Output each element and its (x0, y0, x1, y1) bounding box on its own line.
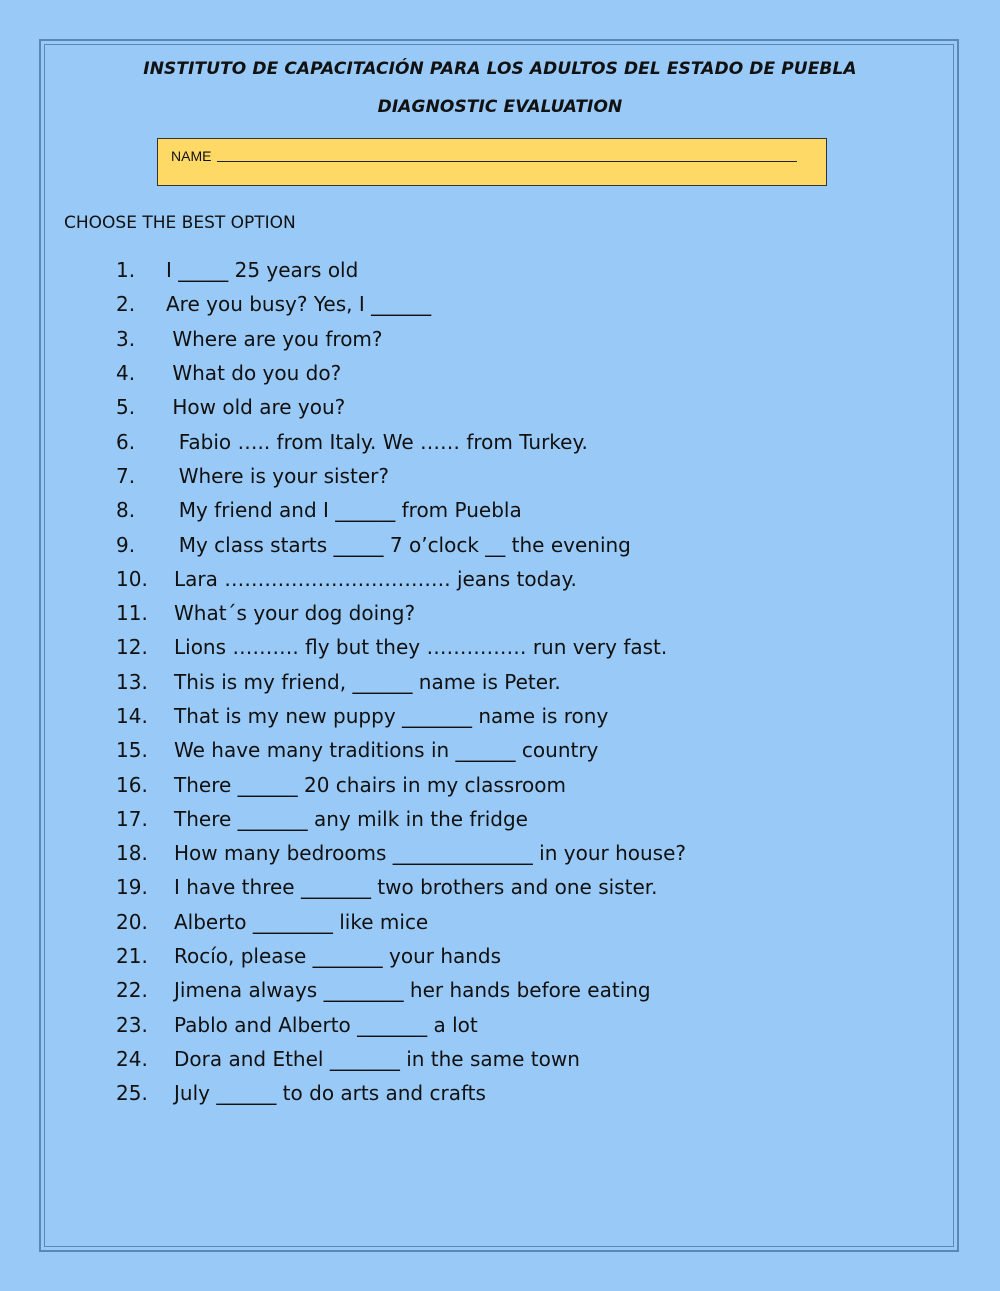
question-number: 17. (116, 806, 148, 831)
question-number: 20. (116, 909, 148, 934)
question-text: Fabio ….. from Italy. We …… from Turkey. (166, 429, 588, 454)
question-item (116, 493, 916, 527)
institute-title: INSTITUTO DE CAPACITACIÓN PARA LOS ADULTOS DEL ESTADO DE PUEBLA (143, 59, 857, 79)
question-item (116, 527, 916, 561)
question-number: 7. (116, 463, 136, 488)
question-item (116, 836, 916, 870)
question-number: 13. (116, 669, 148, 694)
question-number: 15. (116, 738, 148, 763)
question-number: 1. (116, 258, 136, 283)
question-text: Lions ………. fly but they …………… run very fast. (174, 635, 668, 660)
question-text: July ______ to do arts and crafts (174, 1081, 486, 1106)
question-number: 8. (116, 498, 136, 523)
question-item (116, 802, 916, 836)
question-number: 11. (116, 601, 148, 626)
question-item (116, 459, 916, 493)
question-number: 2. (116, 292, 136, 317)
question-number: 16. (116, 772, 148, 797)
question-item (116, 356, 916, 390)
question-text: How old are you? (166, 395, 346, 420)
question-text: Rocío, please _______ your hands (174, 944, 502, 969)
question-item (116, 424, 916, 458)
question-text: This is my friend, ______ name is Peter. (174, 669, 561, 694)
question-item (116, 1076, 916, 1110)
question-text: Alberto ________ like mice (174, 909, 429, 934)
question-text: Where is your sister? (166, 463, 389, 488)
instructions-heading: CHOOSE THE BEST OPTION (64, 213, 296, 233)
question-text: I _____ 25 years old (166, 258, 359, 283)
question-text: I have three _______ two brothers and one sister. (174, 875, 658, 900)
question-text: How many bedrooms ______________ in your house? (174, 841, 687, 866)
question-item (116, 287, 916, 321)
question-text: Where are you from? (166, 326, 383, 351)
question-number: 25. (116, 1081, 148, 1106)
question-number: 6. (116, 429, 136, 454)
question-item (116, 253, 916, 287)
question-number: 4. (116, 361, 136, 386)
question-number: 18. (116, 841, 148, 866)
question-text: Lara ……………………………. jeans today. (174, 566, 577, 591)
question-text: Jimena always ________ her hands before eating (174, 978, 651, 1003)
question-item (116, 596, 916, 630)
name-label: NAME (171, 148, 212, 164)
question-text: What do you do? (166, 361, 342, 386)
question-number: 21. (116, 944, 148, 969)
question-number: 22. (116, 978, 148, 1003)
question-text: There ______ 20 chairs in my classroom (174, 772, 566, 797)
question-number: 24. (116, 1046, 148, 1071)
question-text: Are you busy? Yes, I ______ (166, 292, 432, 317)
question-number: 5. (116, 395, 136, 420)
question-item (116, 1042, 916, 1076)
question-item (116, 733, 916, 767)
question-item (116, 390, 916, 424)
question-item (116, 562, 916, 596)
name-field-box[interactable] (157, 138, 827, 186)
question-text: We have many traditions in ______ country (174, 738, 599, 763)
evaluation-title: DIAGNOSTIC EVALUATION (377, 97, 623, 117)
question-item (116, 870, 916, 904)
question-item (116, 767, 916, 801)
question-text: What´s your dog doing? (174, 601, 416, 626)
question-text: There _______ any milk in the fridge (174, 806, 528, 831)
question-item (116, 630, 916, 664)
question-item (116, 699, 916, 733)
question-item (116, 322, 916, 356)
question-item (116, 1008, 916, 1042)
question-number: 9. (116, 532, 136, 557)
question-item (116, 939, 916, 973)
question-number: 10. (116, 566, 148, 591)
question-item (116, 905, 916, 939)
question-number: 3. (116, 326, 136, 351)
question-item (116, 665, 916, 699)
name-underline[interactable] (217, 161, 797, 162)
question-text: That is my new puppy _______ name is rony (174, 704, 609, 728)
question-text: My class starts _____ 7 o’clock __ the evening (166, 532, 631, 557)
question-number: 23. (116, 1012, 148, 1037)
question-text: Pablo and Alberto _______ a lot (174, 1012, 478, 1037)
question-number: 19. (116, 875, 148, 900)
question-text: My friend and I ______ from Puebla (166, 498, 522, 523)
question-list (116, 253, 916, 1110)
question-number: 14. (116, 704, 148, 728)
question-number: 12. (116, 635, 148, 660)
question-text: Dora and Ethel _______ in the same town (174, 1046, 580, 1071)
question-item (116, 973, 916, 1007)
